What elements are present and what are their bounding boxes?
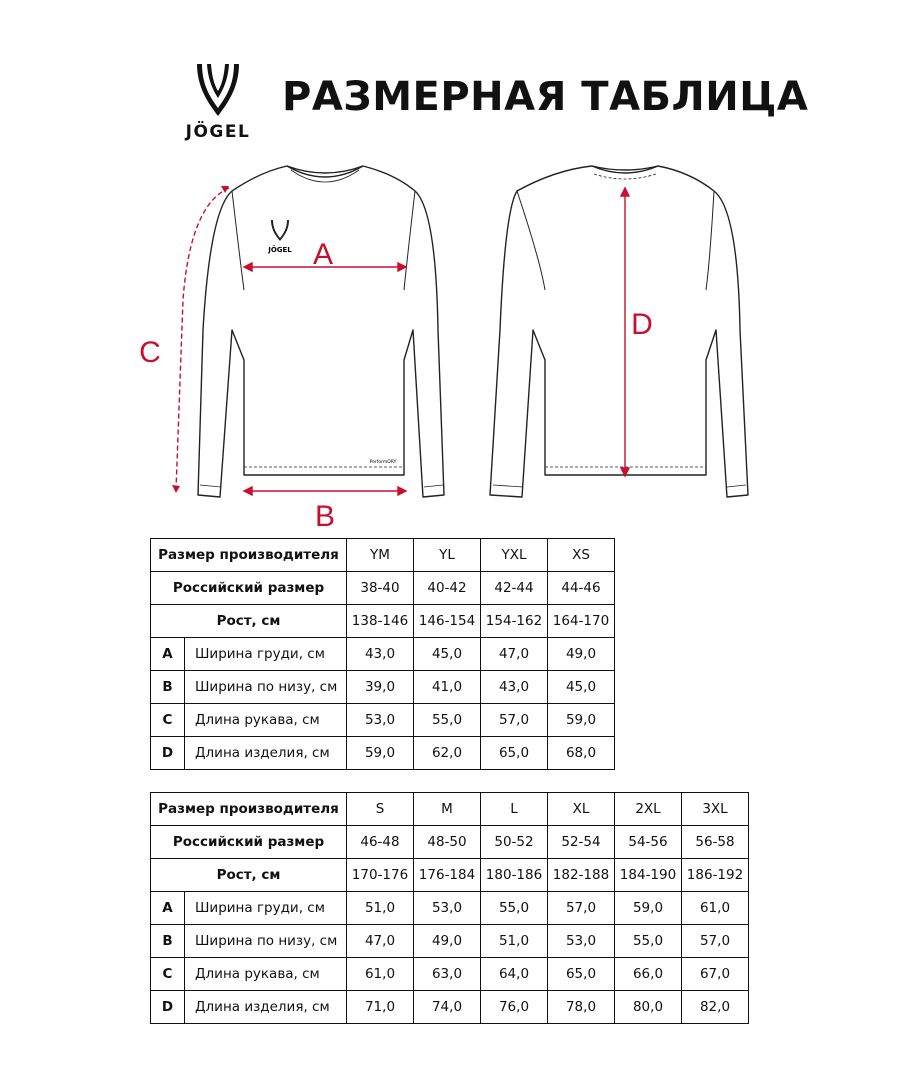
table-cell: 65,0: [481, 737, 548, 770]
table-cell: 176-184: [414, 859, 481, 892]
header-cell: Размер производителя: [151, 539, 347, 572]
row-label: Длина рукава, см: [185, 704, 347, 737]
table-cell: 59,0: [548, 704, 615, 737]
table-cell: 59,0: [615, 892, 682, 925]
table-cell: 51,0: [347, 892, 414, 925]
table-row: [151, 958, 749, 991]
table-cell: 57,0: [481, 704, 548, 737]
table-cell: 48-50: [414, 826, 481, 859]
table-cell: 49,0: [548, 638, 615, 671]
table-cell: 46-48: [347, 826, 414, 859]
size-table-adult: [150, 792, 749, 1024]
table-cell: 138-146: [347, 605, 414, 638]
table-row: [151, 991, 749, 1024]
table-row: [151, 859, 749, 892]
table-cell: 67,0: [682, 958, 749, 991]
row-label: Ширина по низу, см: [185, 925, 347, 958]
brand-logo: [172, 62, 264, 154]
table-cell: 41,0: [414, 671, 481, 704]
table-cell: 47,0: [481, 638, 548, 671]
svg-text:JÖGEL: JÖGEL: [268, 246, 292, 254]
table-cell: 59,0: [347, 737, 414, 770]
table-cell: 53,0: [548, 925, 615, 958]
table-cell: 55,0: [481, 892, 548, 925]
table-cell: 49,0: [414, 925, 481, 958]
table-cell: 54-56: [615, 826, 682, 859]
table-cell: 52-54: [548, 826, 615, 859]
table-cell: 63,0: [414, 958, 481, 991]
row-label: Ширина по низу, см: [185, 671, 347, 704]
hem-tag: PerformDRY: [369, 460, 397, 465]
table-cell: 51,0: [481, 925, 548, 958]
header-cell: Рост, см: [151, 859, 347, 892]
table-cell: 68,0: [548, 737, 615, 770]
label-d: D: [631, 308, 653, 341]
table-cell: 43,0: [347, 638, 414, 671]
table-row: [151, 572, 615, 605]
size-cell: 2XL: [615, 793, 682, 826]
label-a: A: [312, 238, 334, 271]
row-letter: D: [151, 991, 185, 1024]
row-letter: A: [151, 892, 185, 925]
table-cell: 44-46: [548, 572, 615, 605]
brand-wordmark: JÖGEL: [185, 122, 251, 142]
size-cell: YXL: [481, 539, 548, 572]
size-cell: 3XL: [682, 793, 749, 826]
table-cell: 45,0: [414, 638, 481, 671]
row-letter: C: [151, 958, 185, 991]
table-cell: 43,0: [481, 671, 548, 704]
table-cell: 40-42: [414, 572, 481, 605]
row-label: Длина рукава, см: [185, 958, 347, 991]
table-cell: 78,0: [548, 991, 615, 1024]
table-cell: 55,0: [414, 704, 481, 737]
row-letter: B: [151, 925, 185, 958]
header-cell: Российский размер: [151, 572, 347, 605]
table-row: [151, 737, 615, 770]
row-letter: A: [151, 638, 185, 671]
row-letter: D: [151, 737, 185, 770]
table-row: [151, 793, 749, 826]
table-cell: 146-154: [414, 605, 481, 638]
table-cell: 76,0: [481, 991, 548, 1024]
table-row: [151, 671, 615, 704]
table-cell: 71,0: [347, 991, 414, 1024]
table-cell: 45,0: [548, 671, 615, 704]
table-cell: 184-190: [615, 859, 682, 892]
row-label: Ширина груди, см: [185, 638, 347, 671]
header-cell: Российский размер: [151, 826, 347, 859]
table-cell: 57,0: [682, 925, 749, 958]
size-cell: YM: [347, 539, 414, 572]
front-collar: [287, 166, 363, 177]
table-row: [151, 539, 615, 572]
chest-logo: [267, 220, 292, 254]
table-row: [151, 826, 749, 859]
table-cell: 170-176: [347, 859, 414, 892]
row-label: Ширина груди, см: [185, 892, 347, 925]
row-letter: B: [151, 671, 185, 704]
table-cell: 47,0: [347, 925, 414, 958]
table-cell: 82,0: [682, 991, 749, 1024]
table-cell: 62,0: [414, 737, 481, 770]
label-c: C: [139, 336, 161, 369]
table-cell: 39,0: [347, 671, 414, 704]
row-label: Длина изделия, см: [185, 737, 347, 770]
table-row: [151, 892, 749, 925]
table-row: [151, 605, 615, 638]
table-cell: 186-192: [682, 859, 749, 892]
table-cell: 64,0: [481, 958, 548, 991]
table-cell: 80,0: [615, 991, 682, 1024]
size-cell: M: [414, 793, 481, 826]
table-row: [151, 704, 615, 737]
size-cell: S: [347, 793, 414, 826]
table-cell: 38-40: [347, 572, 414, 605]
table-cell: 66,0: [615, 958, 682, 991]
table-cell: 57,0: [548, 892, 615, 925]
header-cell: Рост, см: [151, 605, 347, 638]
table-cell: 61,0: [347, 958, 414, 991]
size-cell: YL: [414, 539, 481, 572]
table-cell: 61,0: [682, 892, 749, 925]
row-letter: C: [151, 704, 185, 737]
size-table-kids: [150, 538, 615, 770]
table-row: [151, 638, 615, 671]
table-cell: 42-44: [481, 572, 548, 605]
back-shirt-outline: [490, 166, 748, 497]
table-cell: 53,0: [414, 892, 481, 925]
size-cell: XL: [548, 793, 615, 826]
shirt-measurement-illustration: [0, 150, 898, 540]
size-cell: XS: [548, 539, 615, 572]
table-cell: 180-186: [481, 859, 548, 892]
table-row: [151, 925, 749, 958]
table-cell: 182-188: [548, 859, 615, 892]
table-cell: 53,0: [347, 704, 414, 737]
page-title: РАЗМЕРНАЯ ТАБЛИЦА: [282, 74, 809, 120]
table-cell: 50-52: [481, 826, 548, 859]
table-cell: 56-58: [682, 826, 749, 859]
label-b: B: [314, 500, 336, 533]
size-cell: L: [481, 793, 548, 826]
table-cell: 154-162: [481, 605, 548, 638]
row-label: Длина изделия, см: [185, 991, 347, 1024]
table-cell: 74,0: [414, 991, 481, 1024]
table-cell: 164-170: [548, 605, 615, 638]
table-cell: 55,0: [615, 925, 682, 958]
header-cell: Размер производителя: [151, 793, 347, 826]
brand-mark-icon: [189, 62, 247, 120]
table-cell: 65,0: [548, 958, 615, 991]
